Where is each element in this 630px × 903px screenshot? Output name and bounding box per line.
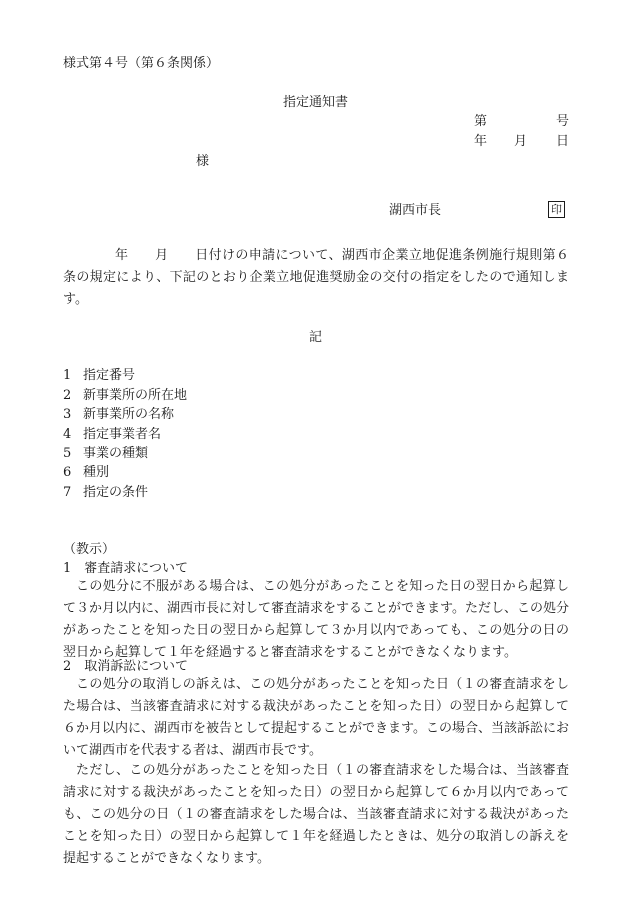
list-item [63,486,148,499]
number-suffix: 号 [556,114,570,129]
section-2-text-2: ただし、この処分があったことを知った日（１の審査請求をした場合は、当該審査請求に対する裁決があったことを知った日）の翌日から起算して６か月以内であっても、この処分の日（１の審査請求をした場合は、当該審査請求に対する裁決があったことを知った日）の翌日から起算して１年を経過したときは、処分の取消しの訴えを提起することができなくなります。 [63,763,569,866]
list-item [63,408,174,421]
section-2-heading: 2 取消訴訟について [63,659,189,674]
form-label: 様式第４号（第６条関係） [63,56,220,71]
list-item [63,389,187,402]
issuer-name: 湖西市長 [389,203,442,218]
item-number: 3 [63,407,72,422]
item-label: 種別 [83,465,110,480]
item-number: 7 [63,485,72,500]
item-label: 新事業所の名称 [83,407,175,422]
date-month: 月 [514,134,528,149]
list-item [63,466,109,479]
item-label: 新事業所の所在地 [83,388,188,403]
list-item [63,428,161,441]
date-day: 日 [556,134,570,149]
item-number: 4 [63,427,72,442]
item-label: 指定番号 [83,368,136,383]
item-number: 5 [63,446,72,461]
document-title: 指定通知書 [283,95,349,110]
item-number: 2 [63,388,72,403]
item-number: 1 [63,368,72,383]
date-year: 年 [474,134,488,149]
number-prefix: 第 [474,114,488,129]
item-label: 事業の種類 [83,446,149,461]
notice-heading: （教示） [63,542,116,557]
section-2-text-1: この処分の取消しの訴えは、この処分があったことを知った日（１の審査請求をした場合は、当該審査請求に対する裁決があったことを知った日）の翌日から起算して６か月以内に、湖西市を被告として提起することができます。この場合、当該訴訟において湖西市を代表する者は、湖西市長です。 [63,677,569,758]
item-number: 6 [63,465,72,480]
notice-body: 年 月 日付けの申請について、湖西市企業立地促進条例施行規則第６条の規定により、下記のとおり企業立地促進奨励金の交付の指定をしたので通知します。 [63,248,569,307]
recipient-suffix: 様 [196,154,210,169]
section-1-text: この処分に不服がある場合は、この処分があったことを知った日の翌日から起算して３か月以内に、湖西市長に対して審査請求をすることができます。ただし、この処分があったことを知った日の翌日から起算して３か月以内であっても、この処分の日の翌日から起算して１年を経過すると審査請求をすることができなくなります。 [63,579,569,660]
ki-heading: 記 [309,330,323,345]
section-1-heading: 1 審査請求について [63,561,189,576]
item-label: 指定の条件 [83,485,149,500]
list-item [63,369,135,382]
list-item [63,447,148,460]
item-label: 指定事業者名 [83,427,162,442]
seal-mark: 印 [548,201,565,218]
